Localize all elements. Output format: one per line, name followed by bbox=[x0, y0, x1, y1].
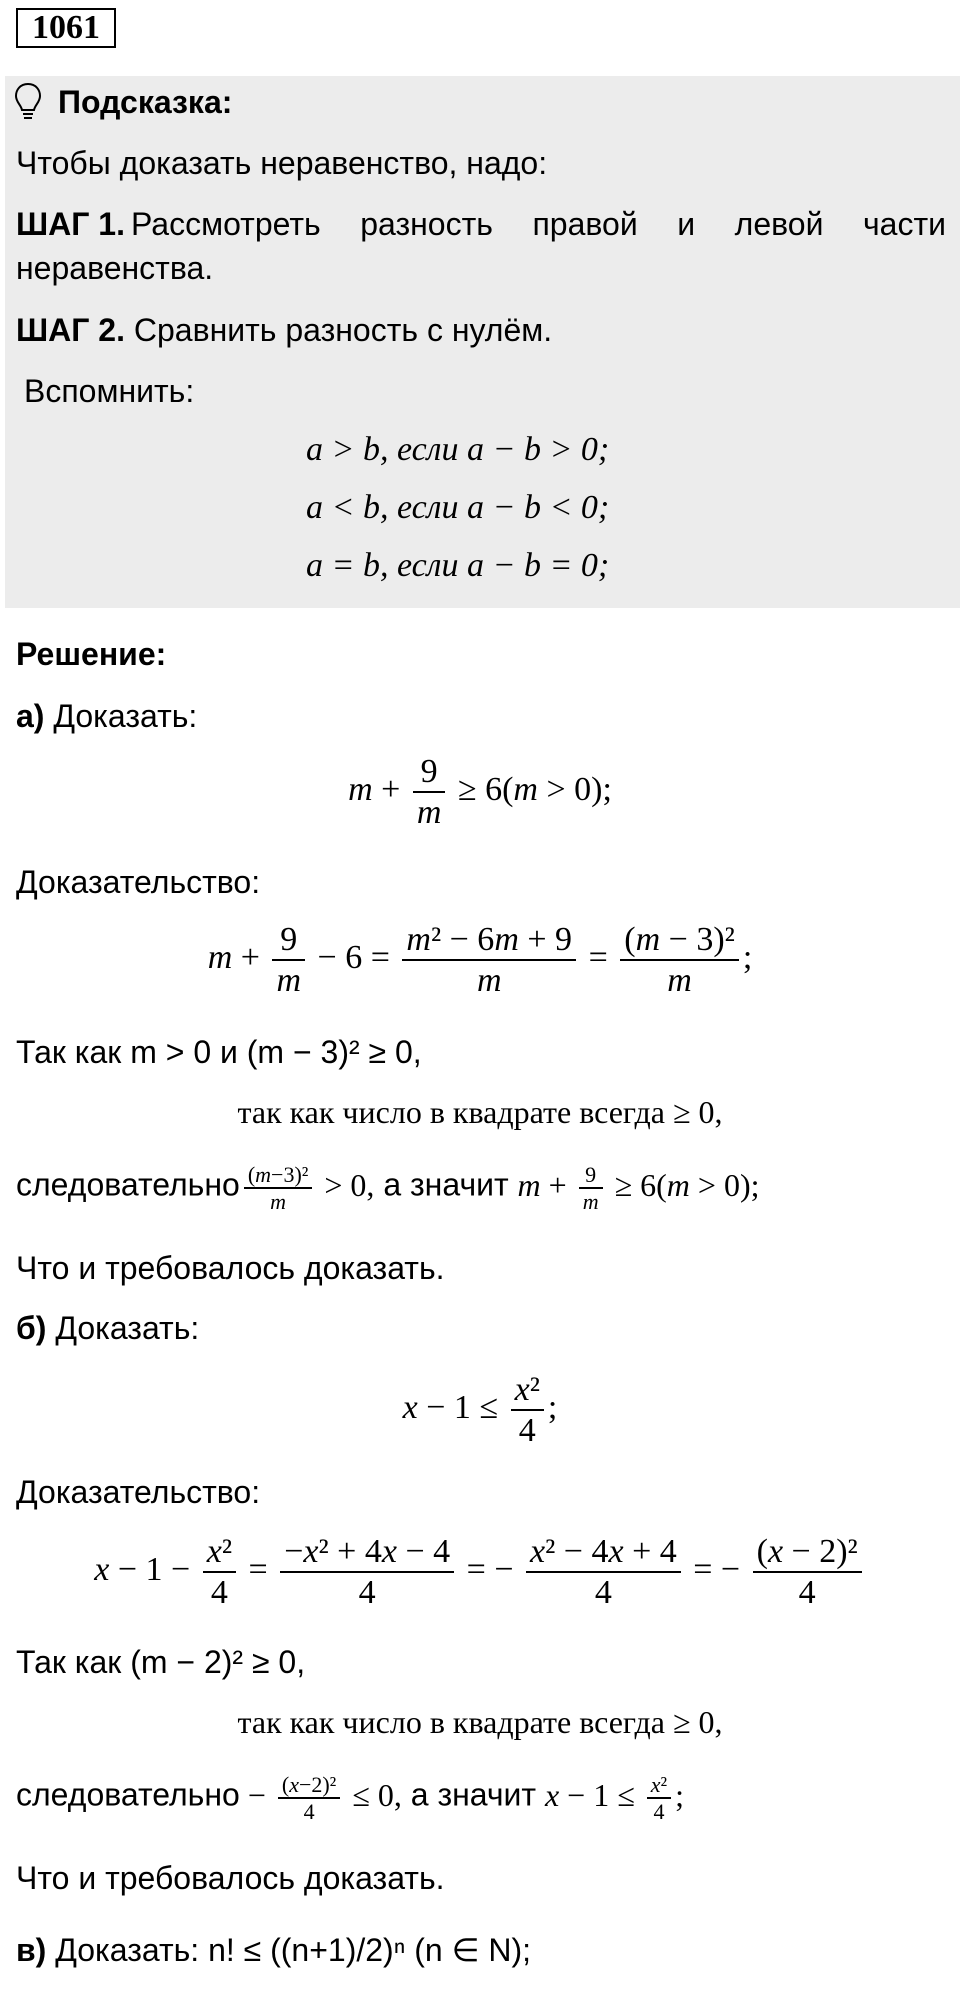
qed-b: Что и требовалось доказать. bbox=[16, 1860, 445, 1896]
therefore-a-word: следовательно bbox=[16, 1166, 240, 1203]
rule-greater: a > b, если a − b > 0; bbox=[306, 431, 610, 468]
since-b: Так как (m − 2)² ≥ 0, bbox=[16, 1644, 306, 1680]
therefore-b: следовательно − $\frac{\text{(x−2)²}}{4}$ ≤ 0, а значит x − 1 ≤ $\frac{\text{x²}}{4}$ ; bbox=[16, 1772, 685, 1825]
part-b-proof-label: Доказательство: bbox=[16, 1474, 261, 1510]
step1-label: ШАГ 1. bbox=[16, 206, 125, 242]
hint-title: Подсказка: bbox=[58, 84, 233, 120]
part-v-heading bbox=[16, 1930, 531, 1970]
formula-a-proof: m + $\frac{9}{m}$ − 6 = $\frac{\text{m² − 6m + 9}}{m}$ = $\frac{\text{(m − 3)²}}{m}$ ; bbox=[207, 921, 753, 1000]
step2-text: Сравнить разность с нулём. bbox=[133, 312, 553, 348]
part-a-prove: Доказать: bbox=[53, 698, 198, 734]
therefore-a: следовательно $\frac{\text{(m−3)²}}{m}$ > 0, а значит m + $\frac{9}{m}$ ≥ 6(m > 0); bbox=[16, 1162, 760, 1215]
and-thus-b: а значит bbox=[410, 1776, 537, 1813]
step2-label: ШАГ 2. bbox=[16, 312, 125, 348]
qed-a: Что и требовалось доказать. bbox=[16, 1250, 445, 1286]
solution-title: Решение: bbox=[16, 636, 167, 672]
part-a-label: а) bbox=[16, 698, 45, 734]
formula-b-statement: x − 1 ≤ $\frac{\text{x²}}{4}$ ; bbox=[402, 1371, 558, 1450]
formula-a-statement: m + $\frac{9}{m}$ ≥ 6(m > 0); bbox=[348, 753, 612, 832]
rule-less: a < b, если a − b < 0; bbox=[306, 489, 610, 526]
part-a-proof-label: Доказательство: bbox=[16, 864, 261, 900]
part-v-label: в) bbox=[16, 1932, 47, 1968]
problem-number: 1061 bbox=[16, 8, 116, 48]
and-thus-a: а значит bbox=[383, 1166, 509, 1203]
formula-b-proof: x − 1 − $\frac{\text{x²}}{4}$ = $\frac{\text{−x² + 4x − 4}}{4}$ = − $\frac{\text{x² − 4x + 4}}{4}$ = − $\frac{\text{(x − 2)²}}{4}$ bbox=[0, 1532, 960, 1612]
step1-text2: неравенства. bbox=[16, 250, 214, 286]
therefore-b-word: следовательно bbox=[16, 1776, 240, 1813]
rule-equal: a = b, если a − b = 0; bbox=[306, 547, 610, 584]
step1-text: Рассмотреть разность правой и левой части bbox=[130, 206, 946, 242]
hint-step1 bbox=[16, 204, 946, 244]
hint-remember: Вспомнить: bbox=[24, 373, 195, 409]
hint-intro: Чтобы доказать неравенство, надо: bbox=[16, 145, 548, 181]
square-note-a: так как число в квадрате всегда ≥ 0, bbox=[237, 1094, 723, 1130]
part-a-heading bbox=[16, 696, 197, 736]
square-note-b: так как число в квадрате всегда ≥ 0, bbox=[237, 1704, 723, 1740]
lightbulb-icon bbox=[14, 82, 42, 120]
part-v-text: Доказать: n! ≤ ((n+1)/2)ⁿ (n ∈ N); bbox=[55, 1932, 532, 1968]
part-b-heading bbox=[16, 1308, 199, 1348]
hint-step2 bbox=[16, 310, 552, 350]
part-b-prove: Доказать: bbox=[55, 1310, 200, 1346]
since-a: Так как m > 0 и (m − 3)² ≥ 0, bbox=[16, 1034, 422, 1070]
part-b-label: б) bbox=[16, 1310, 47, 1346]
